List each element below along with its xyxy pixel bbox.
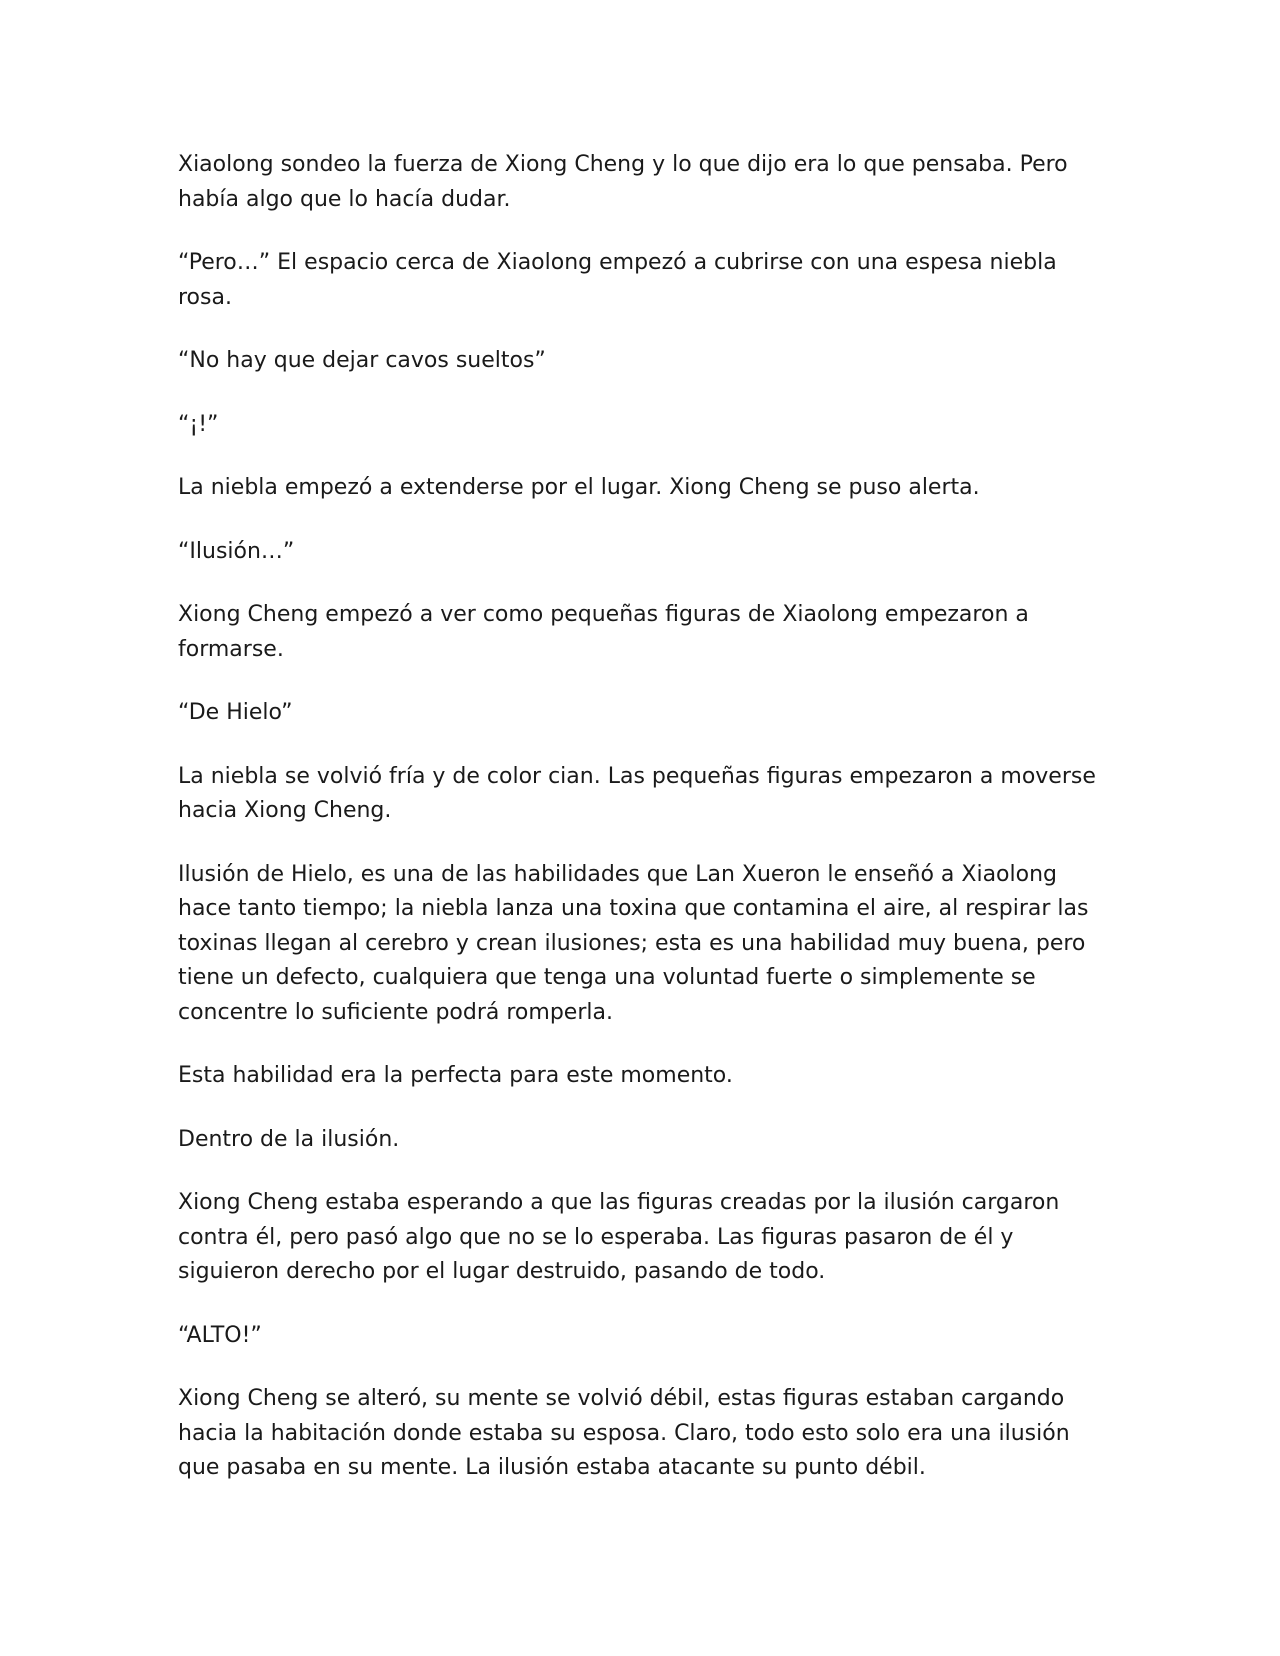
paragraph: Ilusión de Hielo, es una de las habilidades que Lan Xueron le enseñó a Xiaolong hace tanto tiempo; la niebla lanza una toxina que contamina el aire, al respirar las toxinas llegan al cerebro y crean ilusiones; esta es una habilidad muy buena, pero tiene un defecto, cualquiera que tenga una voluntad fuerte o simplemente se concentre lo suficiente podrá romperla.: [178, 861, 1089, 1025]
paragraph: Esta habilidad era la perfecta para este momento.: [178, 1063, 733, 1088]
paragraph: “No hay que dejar cavos sueltos”: [178, 348, 546, 373]
paragraph: “De Hielo”: [178, 700, 293, 725]
paragraph: La niebla empezó a extenderse por el lugar. Xiong Cheng se puso alerta.: [178, 475, 980, 500]
paragraph: Xiong Cheng se alteró, su mente se volvió débil, estas figuras estaban cargando hacia la habitación donde estaba su esposa. Claro, todo esto solo era una ilusión que pasaba en su mente. La ilusión estaba atacante su punto débil.: [178, 1386, 1070, 1480]
paragraph: “Ilusión…”: [178, 538, 295, 564]
paragraph: Xiaolong sondeo la fuerza de Xiong Cheng y lo que dijo era lo que pensaba. Pero había algo que lo hacía dudar.: [178, 152, 1068, 212]
paragraph: Xiong Cheng estaba esperando a que las figuras creadas por la ilusión cargaron contra él, pero pasó algo que no se lo esperaba. Las figuras pasaron de él y siguieron derecho por el lugar destruido, pasando de todo.: [178, 1190, 1060, 1284]
document-body: [178, 148, 1098, 1515]
paragraph: “Pero…” El espacio cerca de Xiaolong empezó a cubrirse con una espesa niebla rosa.: [178, 250, 1057, 310]
paragraph: “ALTO!”: [178, 1322, 262, 1348]
paragraph: Xiong Cheng empezó a ver como pequeñas figuras de Xiaolong empezaron a formarse.: [178, 602, 1029, 662]
paragraph: Dentro de la ilusión.: [178, 1126, 400, 1152]
paragraph: “¡!”: [178, 411, 219, 437]
paragraph: La niebla se volvió fría y de color cian. Las pequeñas figuras empezaron a moverse hacia Xiong Cheng.: [178, 763, 1096, 823]
